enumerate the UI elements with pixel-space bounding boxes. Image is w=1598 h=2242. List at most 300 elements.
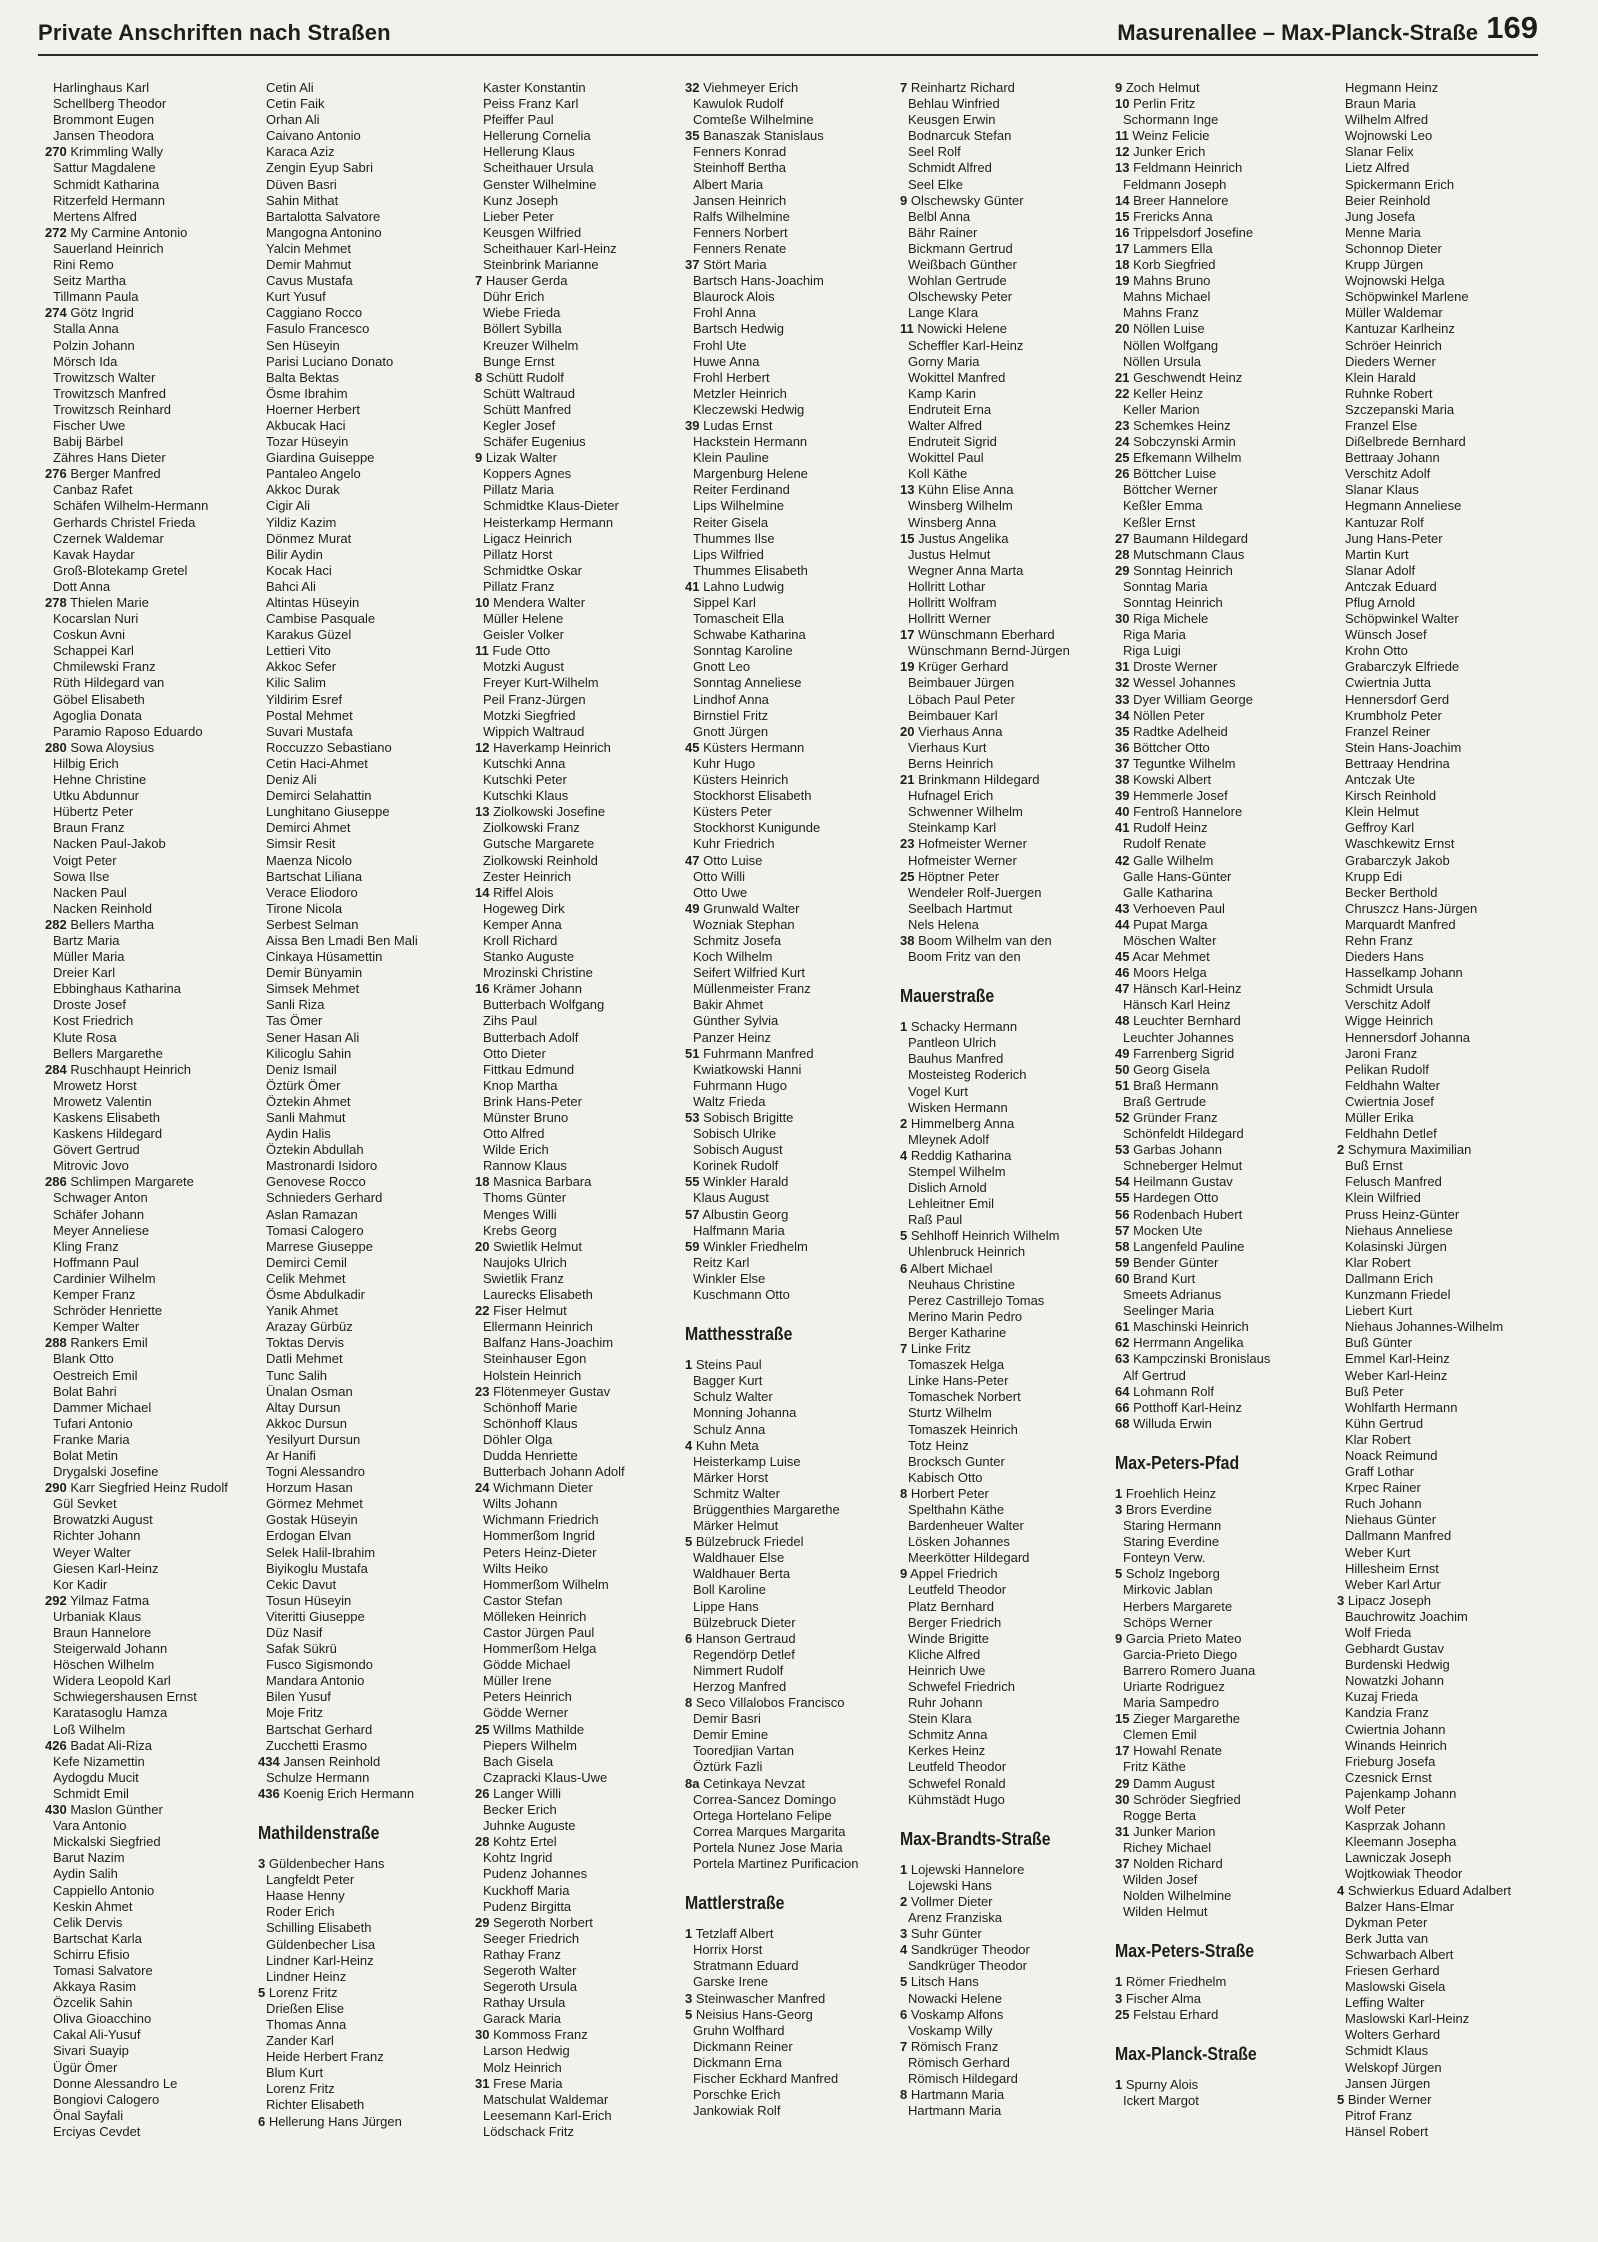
resident-entry <box>258 1448 463 1464</box>
resident-name: Aissa Ben Lmadi Ben Mali <box>266 932 418 948</box>
resident-name: Sowa Aloysius <box>70 739 155 755</box>
resident-name: Pfeiffer Paul <box>483 112 554 128</box>
resident-name: Özcelik Sahin <box>53 1995 133 2011</box>
resident-entry <box>1115 225 1320 241</box>
resident-name: Viteritti Giuseppe <box>266 1608 365 1624</box>
resident-entry <box>1115 997 1320 1013</box>
resident-entry <box>685 820 890 836</box>
resident-name: Krpec Rainer <box>1345 1480 1421 1496</box>
resident-entry <box>685 1013 890 1029</box>
resident-name: Grabarczyk Elfriede <box>1345 659 1460 675</box>
resident-entry <box>258 1368 463 1384</box>
resident-name: Fischer Alma <box>1125 1990 1201 2006</box>
resident-name: Schröer Heinrich <box>1345 337 1442 353</box>
resident-name: Tas Ömer <box>266 1013 323 1029</box>
house-number: 434 <box>258 1753 280 1769</box>
resident-name: Freyer Kurt-Wilhelm <box>483 675 599 691</box>
resident-entry <box>258 1030 463 1046</box>
resident-name: Gül Sevket <box>53 1496 117 1512</box>
resident-name: Mitrovic Jovo <box>53 1158 129 1174</box>
resident-name: Alf Gertrud <box>1123 1367 1186 1383</box>
resident-entry <box>475 1770 680 1786</box>
resident-entry <box>45 547 250 563</box>
resident-name: Schappei Karl <box>53 643 134 659</box>
resident-name: Krebs Georg <box>483 1222 557 1238</box>
resident-entry <box>1115 1319 1320 1335</box>
resident-entry <box>1337 1496 1562 1512</box>
resident-name: Erdogan Elvan <box>266 1528 352 1544</box>
house-number: 25 <box>1115 2006 1130 2022</box>
resident-name: Öztekin Ahmet <box>266 1093 351 1109</box>
resident-name: Albert Maria <box>693 176 764 192</box>
resident-name: Fasulo Francesco <box>266 321 370 337</box>
resident-entry <box>1115 1872 1320 1888</box>
resident-name: Bodnarcuk Stefan <box>908 128 1012 144</box>
house-number: 11 <box>900 321 914 337</box>
resident-name: Maslon Günther <box>70 1802 163 1818</box>
resident-entry <box>1337 482 1562 498</box>
resident-entry <box>258 1464 463 1480</box>
resident-entry <box>685 997 890 1013</box>
resident-name: Aydin Halis <box>266 1126 331 1142</box>
resident-name: Nolden Wilhelmine <box>1123 1888 1232 1904</box>
resident-entry <box>900 1164 1105 1180</box>
resident-name: Junker Erich <box>1133 144 1206 160</box>
resident-name: Linke Hans-Peter <box>908 1373 1009 1389</box>
house-number: 47 <box>1115 981 1130 997</box>
resident-name: Bardenheuer Walter <box>908 1518 1024 1534</box>
resident-name: Bülzebruck Friedel <box>695 1534 804 1550</box>
resident-name: Küsters Hermann <box>703 739 805 755</box>
resident-entry <box>475 1673 680 1689</box>
resident-name: Dislich Arnold <box>908 1180 987 1196</box>
resident-entry <box>1337 434 1562 450</box>
resident-name: Mleynek Adolf <box>908 1131 989 1147</box>
resident-entry <box>900 1132 1105 1148</box>
resident-entry <box>1115 434 1320 450</box>
resident-name: Parisi Luciano Donato <box>266 353 394 369</box>
resident-name: Kampczinski Bronislaus <box>1133 1351 1271 1367</box>
resident-entry <box>258 1528 463 1544</box>
house-number: 11 <box>1115 128 1129 144</box>
resident-entry <box>1115 370 1320 386</box>
resident-entry <box>475 1351 680 1367</box>
resident-entry <box>685 1190 890 1206</box>
resident-entry <box>1115 1727 1320 1743</box>
resident-entry <box>1337 1561 1562 1577</box>
resident-name: Togni Alessandro <box>266 1464 366 1480</box>
resident-name: Dieders Hans <box>1345 949 1424 965</box>
resident-name: Nimmert Rudolf <box>693 1662 784 1678</box>
resident-entry <box>475 1625 680 1641</box>
resident-name: Slanar Adolf <box>1345 562 1416 578</box>
resident-entry <box>1337 466 1562 482</box>
resident-name: Sandkrüger Theodor <box>908 1958 1028 1974</box>
resident-entry <box>1115 80 1320 96</box>
resident-name: Steinkamp Karl <box>908 820 997 836</box>
resident-name: Bartsch Hans-Joachim <box>693 273 824 289</box>
resident-name: Vara Antonio <box>53 1818 127 1834</box>
resident-name: Rathay Ursula <box>483 1995 566 2011</box>
resident-entry <box>1115 836 1320 852</box>
resident-name: Schulz Walter <box>693 1389 773 1405</box>
resident-entry <box>685 1840 890 1856</box>
resident-name: Schellberg Theodor <box>53 96 167 112</box>
resident-name: Demir Emine <box>693 1727 769 1743</box>
resident-entry <box>475 1013 680 1029</box>
resident-entry <box>685 1357 890 1373</box>
resident-name: Schütt Rudolf <box>485 369 564 385</box>
house-number: 37 <box>685 257 700 273</box>
resident-entry <box>45 1142 250 1158</box>
resident-entry <box>475 1754 680 1770</box>
resident-entry <box>900 1926 1105 1942</box>
resident-entry <box>900 531 1105 547</box>
resident-name: Akkoc Dursun <box>266 1415 347 1431</box>
resident-name: Berk Jutta van <box>1345 1930 1429 1946</box>
resident-entry <box>45 1609 250 1625</box>
resident-entry <box>258 386 463 402</box>
resident-entry <box>900 1422 1105 1438</box>
resident-name: Hofmeister Werner <box>908 852 1017 868</box>
resident-name: Schirru Efisio <box>53 1946 130 1962</box>
resident-entry <box>258 96 463 112</box>
resident-entry <box>900 2039 1105 2055</box>
resident-name: Dykman Peter <box>1345 1914 1428 1930</box>
resident-entry <box>1337 1464 1562 1480</box>
resident-entry <box>1115 1271 1320 1287</box>
resident-entry <box>685 1958 890 1974</box>
house-number: 46 <box>1115 965 1130 981</box>
header-title: Private Anschriften nach Straßen <box>38 20 391 45</box>
house-number: 8 <box>685 1695 693 1711</box>
resident-name: Dyer William George <box>1133 691 1254 707</box>
resident-name: Larson Hedwig <box>483 2043 570 2059</box>
resident-name: Schwager Anton <box>53 1190 148 1206</box>
resident-entry <box>475 1528 680 1544</box>
resident-entry <box>1337 917 1562 933</box>
resident-name: Altay Dursun <box>266 1399 341 1415</box>
house-number: 63 <box>1115 1351 1130 1367</box>
resident-name: Steinhoff Bertha <box>693 160 786 176</box>
resident-name: Margenburg Helene <box>693 466 808 482</box>
resident-entry <box>685 1615 890 1631</box>
resident-entry <box>1115 450 1320 466</box>
resident-entry <box>45 2060 250 2076</box>
resident-name: Hillesheim Ernst <box>1345 1560 1439 1576</box>
house-number: 38 <box>900 932 915 948</box>
resident-entry <box>685 112 890 128</box>
resident-entry <box>475 1335 680 1351</box>
resident-name: Braß Gertrude <box>1123 1093 1207 1109</box>
resident-name: Motzki Siegfried <box>483 707 576 723</box>
resident-name: Thielen Marie <box>70 595 149 610</box>
resident-name: Güldenbecher Lisa <box>266 1936 376 1952</box>
resident-name: Tillmann Paula <box>53 289 139 305</box>
house-number: 32 <box>685 80 700 95</box>
resident-name: Nacken Paul <box>53 884 127 900</box>
house-number: 30 <box>475 2027 490 2043</box>
resident-name: Schröder Henriette <box>53 1303 163 1319</box>
resident-name: Segeroth Walter <box>483 1962 577 1978</box>
resident-entry <box>475 1577 680 1593</box>
resident-entry <box>45 450 250 466</box>
resident-entry <box>685 402 890 418</box>
resident-entry <box>685 1422 890 1438</box>
resident-entry <box>45 1850 250 1866</box>
resident-name: Hommerßom Helga <box>483 1641 597 1657</box>
resident-name: Schilling Elisabeth <box>266 1920 372 1936</box>
resident-entry <box>900 1148 1105 1164</box>
resident-name: Hollritt Werner <box>908 611 991 627</box>
resident-name: Safak Sükrü <box>266 1641 337 1657</box>
resident-entry <box>1115 257 1320 273</box>
resident-entry <box>685 595 890 611</box>
resident-entry <box>1337 1448 1562 1464</box>
resident-entry <box>1337 2060 1562 2076</box>
resident-entry <box>685 386 890 402</box>
resident-entry <box>685 869 890 885</box>
resident-name: Stratmann Eduard <box>693 1958 799 1974</box>
resident-entry <box>1115 1110 1320 1126</box>
resident-name: Verhoeven Paul <box>1133 900 1225 916</box>
resident-entry <box>475 595 680 611</box>
resident-name: Hübertz Peter <box>53 804 134 820</box>
resident-entry <box>258 708 463 724</box>
resident-entry <box>475 225 680 241</box>
resident-name: Brink Hans-Peter <box>483 1093 582 1109</box>
resident-entry <box>475 1174 680 1190</box>
resident-entry <box>258 547 463 563</box>
directory-columns <box>45 80 1560 2230</box>
resident-name: Leesemann Karl-Erich <box>483 2107 612 2123</box>
resident-entry <box>475 1448 680 1464</box>
resident-name: Becker Erich <box>483 1802 557 1818</box>
resident-name: Litsch Hans <box>910 1974 979 1990</box>
resident-entry <box>685 1158 890 1174</box>
house-number: 282 <box>45 916 67 932</box>
house-number: 27 <box>1115 530 1130 546</box>
resident-entry <box>258 675 463 691</box>
resident-name: Biyikoglu Mustafa <box>266 1560 368 1576</box>
resident-entry <box>475 675 680 691</box>
resident-entry <box>900 643 1105 659</box>
resident-name: Weinz Felicie <box>1132 128 1210 144</box>
resident-name: Barrero Romero Juana <box>1123 1662 1256 1678</box>
resident-name: Klar Robert <box>1345 1431 1411 1447</box>
resident-name: Ruhnke Robert <box>1345 385 1433 401</box>
resident-entry <box>45 160 250 176</box>
resident-entry <box>258 1110 463 1126</box>
resident-name: Lohmann Rolf <box>1133 1383 1215 1399</box>
resident-name: Tetzlaff Albert <box>695 1926 774 1942</box>
resident-name: Fuhrmann Manfred <box>703 1045 814 1061</box>
resident-entry <box>1115 96 1320 112</box>
resident-entry <box>685 1631 890 1647</box>
resident-entry <box>475 627 680 643</box>
resident-entry <box>1337 1158 1562 1174</box>
resident-name: Erciyas Cevdet <box>53 2123 141 2139</box>
resident-entry <box>45 1013 250 1029</box>
resident-name: Schäfer Eugenius <box>483 434 586 450</box>
resident-entry <box>45 466 250 482</box>
resident-entry <box>1115 579 1320 595</box>
column-7 <box>1337 80 1562 2230</box>
column-5 <box>900 80 1105 2230</box>
resident-name: Korb Siegfried <box>1133 257 1216 273</box>
resident-name: Wichmann Dieter <box>493 1480 593 1496</box>
resident-name: Mahns Bruno <box>1133 273 1211 289</box>
resident-name: Deniz Ali <box>266 772 317 788</box>
resident-entry <box>1337 1287 1562 1303</box>
house-number: 9 <box>1115 1630 1123 1646</box>
resident-name: Acar Mehmet <box>1132 949 1210 965</box>
house-number: 1 <box>900 1861 908 1877</box>
resident-name: Koll Käthe <box>908 466 968 482</box>
resident-name: Kuckhoff Maria <box>483 1882 570 1898</box>
resident-entry <box>258 1126 463 1142</box>
resident-name: Dickmann Reiner <box>693 2038 793 2054</box>
house-number: 3 <box>685 1990 693 2006</box>
resident-name: Demir Bünyamin <box>266 965 363 981</box>
resident-entry <box>900 611 1105 627</box>
house-number: 43 <box>1115 900 1130 916</box>
resident-entry <box>1115 1856 1320 1872</box>
house-number: 30 <box>1115 611 1130 627</box>
resident-entry <box>258 981 463 997</box>
resident-entry <box>900 160 1105 176</box>
resident-entry <box>1115 1062 1320 1078</box>
resident-name: Dißelbrede Bernhard <box>1345 434 1466 450</box>
resident-entry <box>475 1464 680 1480</box>
resident-name: Wohlan Gertrude <box>908 273 1007 289</box>
resident-name: Feldhahn Detlef <box>1345 1126 1437 1142</box>
resident-entry <box>900 563 1105 579</box>
resident-entry <box>1337 675 1562 691</box>
resident-name: Friesen Gerhard <box>1345 1962 1440 1978</box>
resident-entry <box>45 1577 250 1593</box>
resident-name: Junker Marion <box>1133 1823 1216 1839</box>
resident-entry <box>258 595 463 611</box>
resident-name: Kühmstädt Hugo <box>908 1791 1005 1807</box>
resident-name: Schröder Siegfried <box>1133 1791 1241 1807</box>
resident-name: Bach Gisela <box>483 1753 554 1769</box>
resident-name: Banaszak Stanislaus <box>703 128 824 144</box>
resident-entry <box>258 627 463 643</box>
resident-name: Emmel Karl-Heinz <box>1345 1351 1450 1367</box>
house-number: 13 <box>1115 160 1130 176</box>
resident-name: Droste Werner <box>1133 659 1218 675</box>
resident-name: Sandkrüger Theodor <box>910 1942 1030 1958</box>
resident-entry <box>258 515 463 531</box>
resident-name: Jung Josefa <box>1345 208 1416 224</box>
resident-entry <box>45 418 250 434</box>
resident-name: Yanik Ahmet <box>266 1303 339 1319</box>
resident-entry <box>45 1770 250 1786</box>
resident-entry <box>475 1303 680 1319</box>
house-number: 45 <box>1115 949 1130 965</box>
resident-name: Selek Halil-Ibrahim <box>266 1544 376 1560</box>
resident-name: Krüger Gerhard <box>918 659 1009 675</box>
resident-name: Segeroth Ursula <box>483 1979 577 1995</box>
street-heading: Max-Brandts-Straße <box>900 1828 1051 1849</box>
resident-entry <box>685 2007 890 2023</box>
resident-name: Karaca Aziz <box>266 144 335 160</box>
resident-entry <box>900 724 1105 740</box>
resident-entry <box>475 772 680 788</box>
resident-entry <box>1115 1384 1320 1400</box>
resident-name: Naujoks Ulrich <box>483 1254 567 1270</box>
resident-name: Gruhn Wolfhard <box>693 2022 785 2038</box>
resident-name: Beier Reinhold <box>1345 192 1431 208</box>
resident-name: Frohl Anna <box>693 305 756 321</box>
resident-name: Mangogna Antonino <box>266 224 382 240</box>
resident-entry <box>1115 1126 1320 1142</box>
resident-entry <box>258 2017 463 2033</box>
resident-entry <box>900 418 1105 434</box>
resident-entry <box>475 80 680 96</box>
resident-entry <box>1115 338 1320 354</box>
resident-name: Justus Helmut <box>908 546 991 562</box>
house-number: 17 <box>900 627 915 643</box>
resident-name: Keller Marion <box>1123 401 1200 417</box>
resident-name: Holstein Heinrich <box>483 1367 582 1383</box>
resident-name: Pudenz Birgitta <box>483 1898 572 1914</box>
resident-entry <box>1115 1400 1320 1416</box>
resident-entry <box>475 1030 680 1046</box>
resident-name: Schmitz Walter <box>693 1485 780 1501</box>
resident-name: Demirci Selahattin <box>266 788 372 804</box>
resident-name: Fentroß Hannelore <box>1133 804 1243 820</box>
house-number: 35 <box>1115 723 1130 739</box>
house-number: 12 <box>475 739 490 755</box>
resident-name: Weißbach Günther <box>908 257 1017 273</box>
resident-entry <box>475 885 680 901</box>
resident-entry <box>258 853 463 869</box>
resident-name: Karakus Güzel <box>266 627 352 643</box>
house-number: 23 <box>900 836 915 852</box>
resident-name: Ruschhaupt Heinrich <box>70 1061 192 1077</box>
resident-entry <box>685 1518 890 1534</box>
resident-name: Simsek Mehmet <box>266 981 360 997</box>
resident-entry <box>1115 917 1320 933</box>
house-number: 64 <box>1115 1383 1130 1399</box>
resident-name: Boom Fritz van den <box>908 949 1021 965</box>
resident-name: Wolters Gerhard <box>1345 2027 1441 2043</box>
resident-entry <box>685 1926 890 1942</box>
resident-name: Arenz Franziska <box>908 1910 1002 1926</box>
resident-entry <box>45 740 250 756</box>
resident-name: Göbel Elisabeth <box>53 691 145 707</box>
resident-entry <box>258 1856 463 1872</box>
resident-name: Marrese Giuseppe <box>266 1238 373 1254</box>
resident-entry <box>1115 692 1320 708</box>
resident-entry <box>1337 804 1562 820</box>
resident-name: Haverkamp Heinrich <box>493 739 611 755</box>
resident-entry <box>900 1518 1105 1534</box>
resident-name: Braun Hannelore <box>53 1625 152 1640</box>
resident-entry <box>685 1759 890 1775</box>
resident-entry <box>475 1319 680 1335</box>
resident-name: Wilhelm Alfred <box>1345 112 1429 128</box>
resident-name: Kliche Alfred <box>908 1646 981 1662</box>
resident-name: Pillatz Franz <box>483 578 555 594</box>
resident-entry <box>685 643 890 659</box>
house-number: 8 <box>900 2087 908 2103</box>
resident-name: Dühr Erich <box>483 289 545 305</box>
resident-entry <box>1115 531 1320 547</box>
resident-entry <box>475 2027 680 2043</box>
